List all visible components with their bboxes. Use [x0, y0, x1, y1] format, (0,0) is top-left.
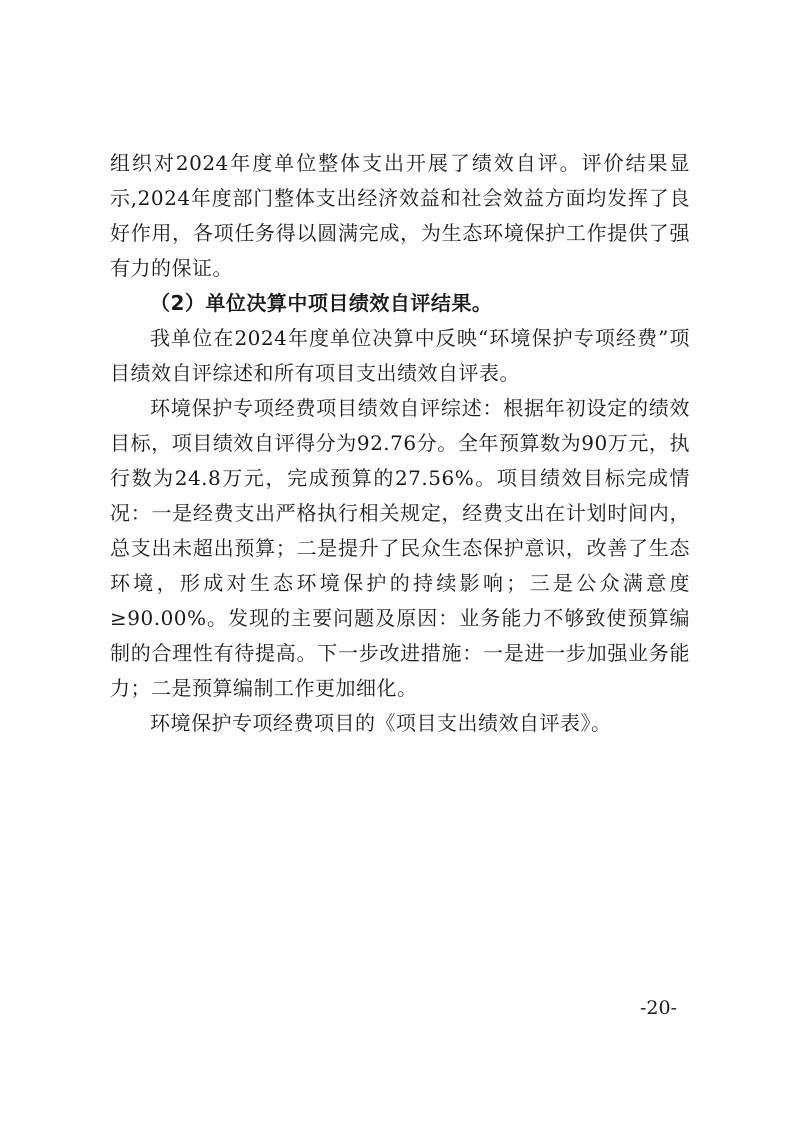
page-number: -20-: [640, 997, 678, 1019]
section-heading-project-results: （2）单位决算中项目绩效自评结果。: [150, 291, 493, 315]
document-body: [110, 146, 690, 741]
paragraph-project-review: 环境保护专项经费项目绩效自评综述：根据年初设定的绩效目标，项目绩效自评得分为92.76分。全年预算数为90万元，执行数为24.8万元，完成预算的27.56%。项目绩效目标完成情况：一是经费支出严格执行相关规定，经费支出在计划时间内，总支出未超出预算；二是提升了民众生态保护意识，改善了生态环境，形成对生态环境保护的持续影响；三是公众满意度≥90.00%。发现的主要问题及原因：业务能力不够致使预算编制的合理性有待提高。下一步改进措施：一是进一步加强业务能力；二是预算编制工作更加细化。: [110, 396, 690, 700]
paragraph-overall-evaluation: 组织对2024年度单位整体支出开展了绩效自评。评价结果显示,2024年度部门整体支出经济效益和社会效益方面均发挥了良好作用，各项任务得以圆满完成，为生态环境保护工作提供了强有力的保证。: [110, 151, 690, 280]
paragraph-final-account-summary: 我单位在2024年度单位决算中反映“环境保护专项经费”项目绩效自评综述和所有项目支出绩效自评表。: [110, 326, 690, 385]
paragraph-evaluation-table-reference: 环境保护专项经费项目的《项目支出绩效自评表》。: [150, 711, 612, 735]
